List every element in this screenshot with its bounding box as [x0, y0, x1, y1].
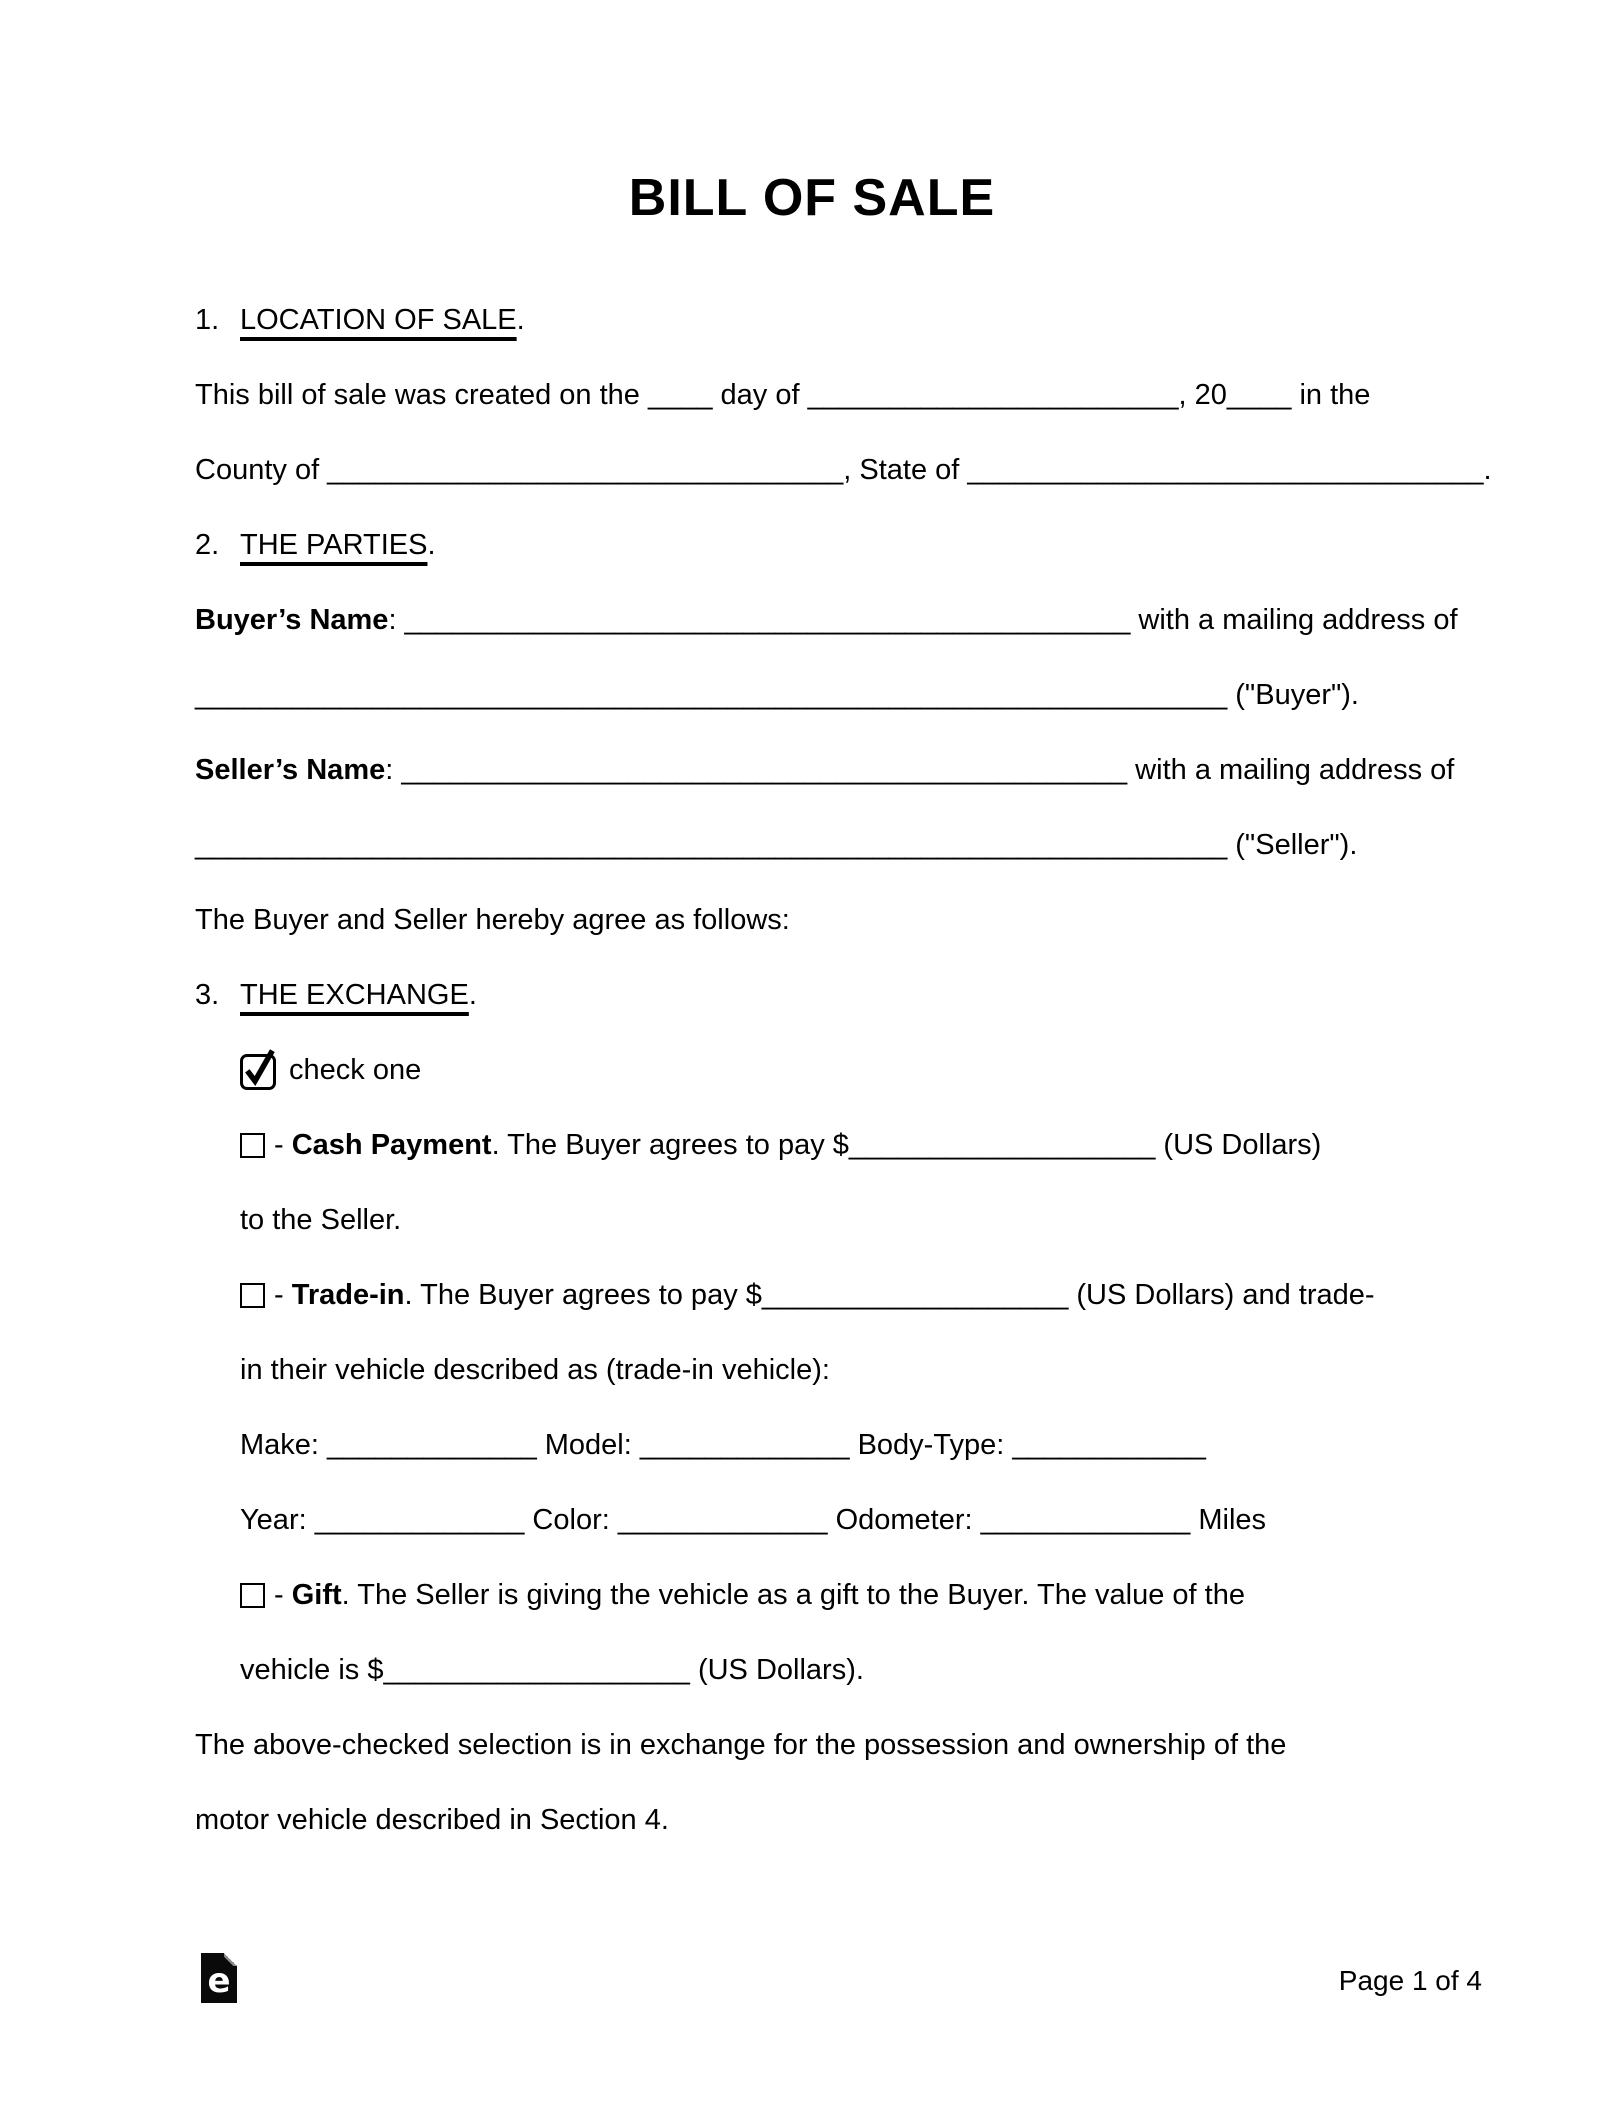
trade-in-dash: - — [274, 1279, 292, 1311]
logo-letter-e: e — [207, 1961, 231, 2001]
gift-line-2: vehicle is $___________________ (US Dollars). — [240, 1654, 864, 1686]
cash-payment-line-2: to the Seller. — [240, 1204, 402, 1236]
gift-label: Gift — [291, 1579, 342, 1611]
section-1-number: 1. — [195, 304, 220, 336]
trade-in-label: Trade-in — [291, 1279, 405, 1311]
section-3-title: THE EXCHANGE — [240, 979, 469, 1011]
gift-checkbox-icon — [240, 1583, 265, 1608]
check-one-line — [195, 1033, 1505, 1108]
section-1-heading — [195, 283, 1505, 358]
buyer-name-blank: : _____________________________________________ with a mailing address of — [388, 604, 1458, 636]
trade-in-vehicle-fields-1: Make: _____________ Model: _____________ Body-Type: ____________ — [240, 1429, 1206, 1461]
trade-in-checkbox-icon — [240, 1283, 265, 1308]
document-body — [195, 283, 1505, 1858]
seller-address-line: ________________________________________________________________ ("Seller"). — [195, 829, 1358, 861]
closing-sentence-line-1: The above-checked selection is in exchange for the possession and ownership of the — [195, 1729, 1287, 1761]
section-1-period: . — [516, 304, 525, 336]
gift-text: . The Seller is giving the vehicle as a gift to the Buyer. The value of the — [341, 1579, 1245, 1611]
cash-dash: - — [274, 1129, 292, 1161]
trade-in-option — [195, 1258, 1505, 1333]
seller-name-line — [195, 733, 1505, 808]
section-3-period: . — [468, 979, 477, 1011]
seller-name-blank: : _____________________________________________ with a mailing address of — [385, 754, 1455, 786]
check-one-label: check one — [289, 1054, 422, 1086]
section-2-period: . — [427, 529, 436, 561]
gift-dash: - — [274, 1579, 292, 1611]
closing-sentence-line-2: motor vehicle described in Section 4. — [195, 1804, 669, 1836]
cash-checkbox-icon — [240, 1133, 265, 1158]
agreement-sentence: The Buyer and Seller hereby agree as follows: — [195, 904, 790, 936]
buyer-address-line: ________________________________________________________________ ("Buyer"). — [195, 679, 1359, 711]
page-number-label: Page 1 of 4 — [1338, 1965, 1482, 1996]
location-sentence-line-1: This bill of sale was created on the ____ day of _______________________, 20____ in the — [195, 379, 1371, 411]
section-2-heading — [195, 508, 1505, 583]
cash-payment-label: Cash Payment — [291, 1129, 492, 1161]
section-3-number: 3. — [195, 979, 220, 1011]
section-1-title: LOCATION OF SALE — [240, 304, 517, 336]
location-sentence-line-2: County of ________________________________, State of ________________________________. — [195, 454, 1492, 486]
checkbox-checked-icon — [240, 1054, 276, 1090]
buyer-name-label: Buyer’s Name — [195, 604, 389, 636]
buyer-name-line — [195, 583, 1505, 658]
seller-name-label: Seller’s Name — [195, 754, 386, 786]
cash-payment-text: . The Buyer agrees to pay $___________________ (US Dollars) — [491, 1129, 1322, 1161]
eforms-logo — [201, 1953, 237, 2003]
trade-in-text: . The Buyer agrees to pay $___________________ (US Dollars) and trade- — [404, 1279, 1375, 1311]
page-title: BILL OF SALE — [628, 169, 996, 227]
section-3-heading — [195, 958, 1505, 1033]
trade-in-line-2: in their vehicle described as (trade-in vehicle): — [240, 1354, 830, 1386]
trade-in-vehicle-fields-2: Year: _____________ Color: _____________ Odometer: _____________ Miles — [240, 1504, 1267, 1536]
section-2-number: 2. — [195, 529, 220, 561]
gift-option — [195, 1558, 1505, 1633]
cash-payment-option — [195, 1108, 1505, 1183]
section-2-title: THE PARTIES — [240, 529, 428, 561]
